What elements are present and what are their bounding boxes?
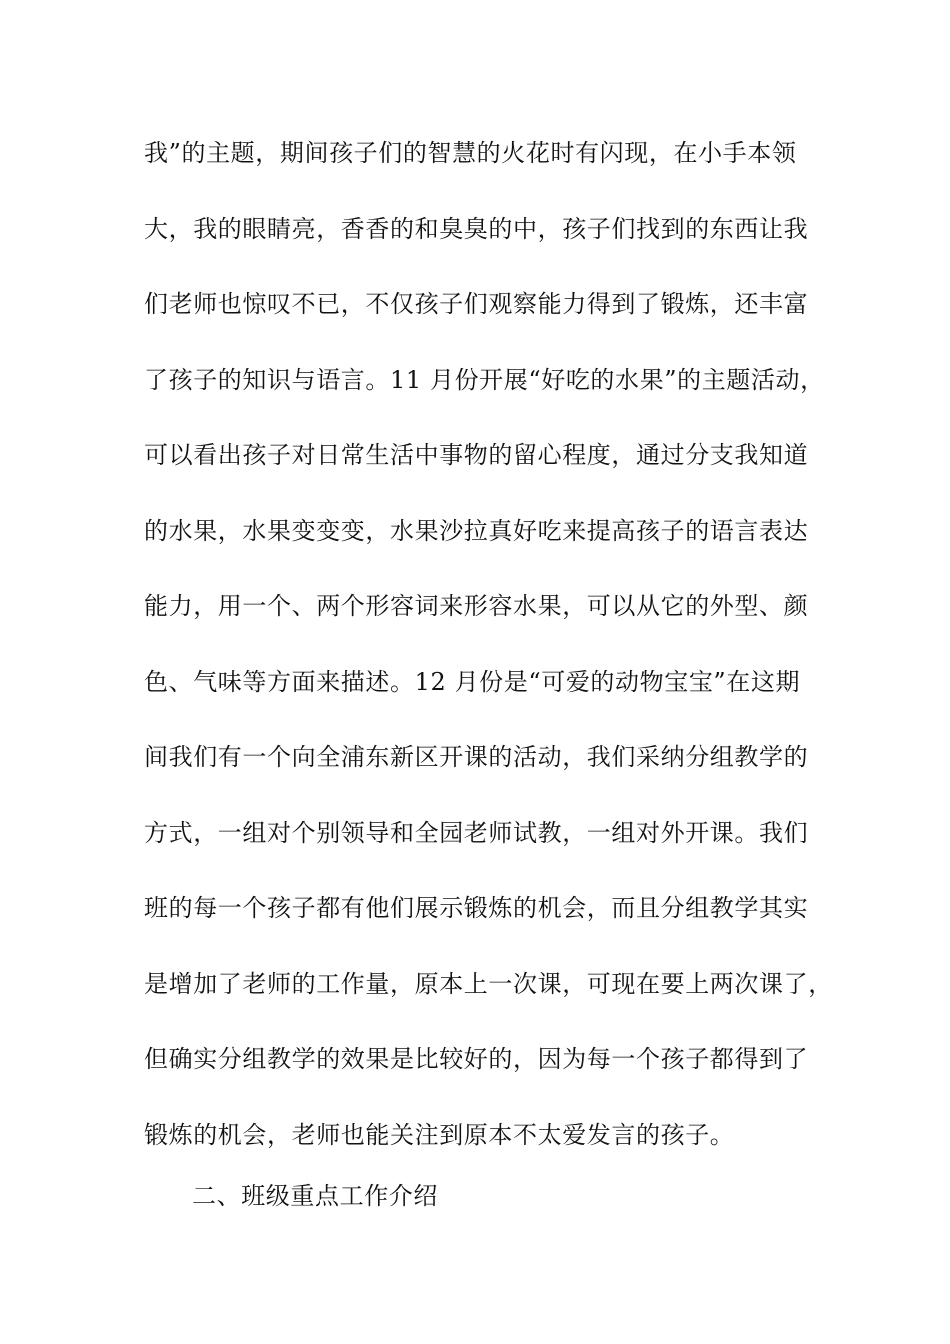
paragraph-line: 锻炼的机会，老师也能关注到原本不太爱发言的孩子。 <box>144 1120 735 1149</box>
paragraph-line: 可以看出孩子对日常生活中事物的留心程度，通过分支我知道 <box>144 441 809 469</box>
paragraph-line: 能力，用一个、两个形容词来形容水果，可以从它的外型、颜 <box>144 592 809 620</box>
paragraph-line: 们老师也惊叹不已，不仅孩子们观察能力得到了锻炼，还丰富 <box>144 290 809 318</box>
paragraph-line: 大，我的眼睛亮，香香的和臭臭的中，孩子们找到的东西让我 <box>144 214 809 243</box>
paragraph-line: 色、气味等方面来描述。12 月份是“可爱的动物宝宝”在这期 <box>144 667 801 696</box>
paragraph-line: 方式，一组对个别领导和全园老师试教，一组对外开课。我们 <box>144 818 809 847</box>
paragraph-line: 的水果，水果变变变，水果沙拉真好吃来提高孩子的语言表达 <box>144 516 809 545</box>
section-heading: 二、班级重点工作介绍 <box>192 1182 438 1210</box>
paragraph-line: 间我们有一个向全浦东新区开课的活动，我们采纳分组教学的 <box>144 743 809 771</box>
paragraph-line: 我”的主题，期间孩子们的智慧的火花时有闪现，在小手本领 <box>144 139 797 167</box>
paragraph-line: 但确实分组教学的效果是比较好的，因为每一个孩子都得到了 <box>144 1045 809 1073</box>
paragraph-line: 班的每一个孩子都有他们展示锻炼的机会，而且分组教学其实 <box>144 894 809 922</box>
paragraph-line: 是增加了老师的工作量，原本上一次课，可现在要上两次课了， <box>144 969 833 998</box>
body-paragraph <box>144 129 844 1186</box>
paragraph-line: 了孩子的知识与语言。11 月份开展“好吃的水果”的主题活动， <box>144 365 825 394</box>
